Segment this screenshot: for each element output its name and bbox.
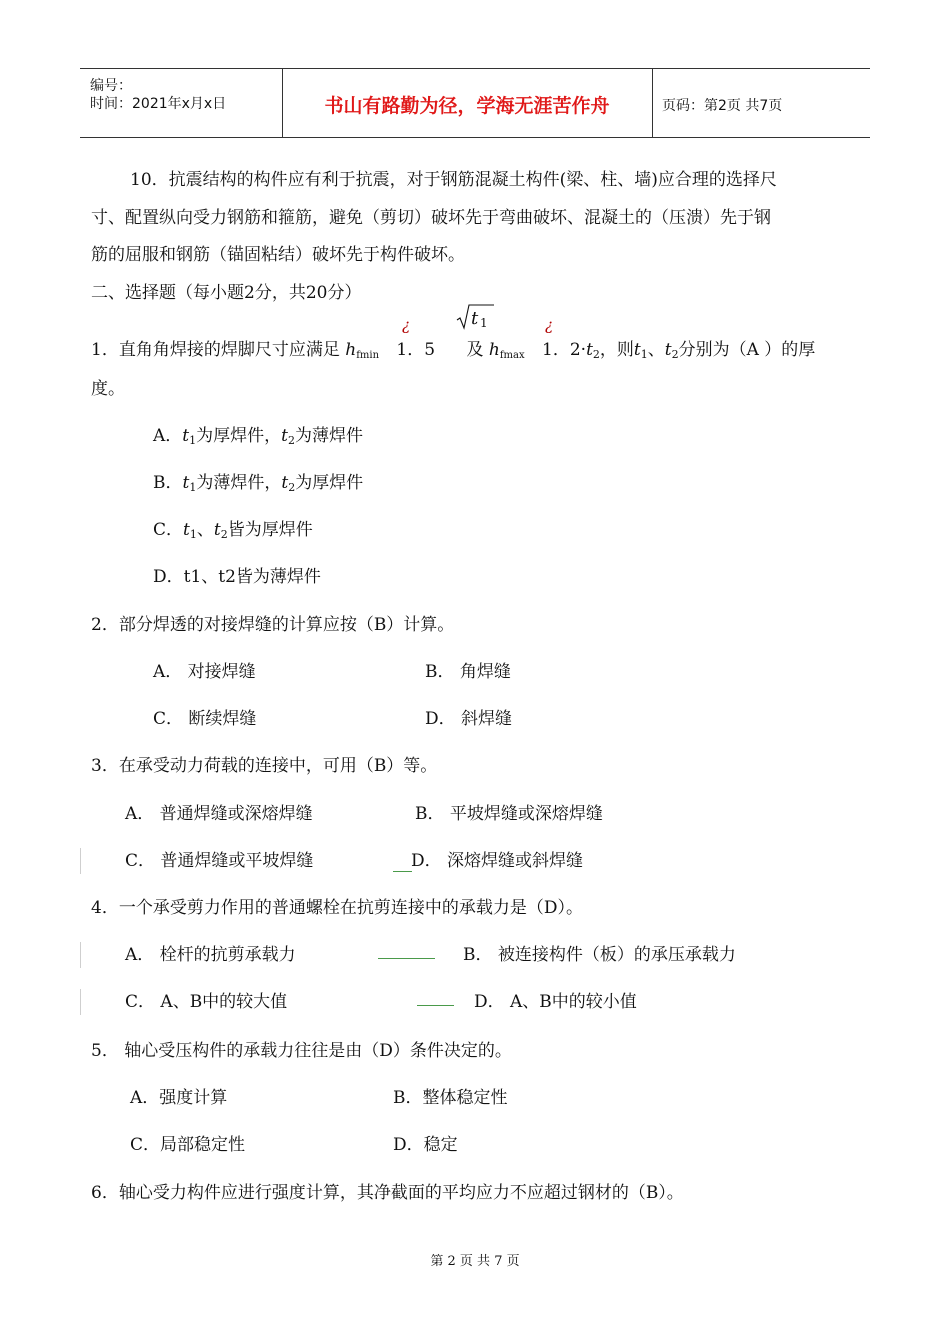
q5-option-c: C．局部稳定性 bbox=[130, 1135, 246, 1155]
q1-opt-a-2: 为薄焊件 bbox=[294, 426, 363, 446]
q1-t1-b: t bbox=[633, 340, 641, 360]
q1-opt-b-t1-sub: 1 bbox=[189, 481, 197, 494]
q1-opt-b-2: 为厚焊件 bbox=[295, 473, 364, 493]
q1-opt-a-t1-sub: 1 bbox=[189, 434, 197, 447]
q3-option-b: B． 平坡焊缝或深熔焊缝 bbox=[415, 804, 603, 824]
q1-opt-c-t2: t bbox=[213, 520, 221, 540]
page-info: 页码：第2页 共7页 bbox=[662, 98, 783, 114]
q1-option-c bbox=[153, 522, 313, 540]
q4-option-c: C． A、B中的较大值 bbox=[125, 992, 288, 1012]
q3-text: 3．在承受动力荷载的连接中，可用（B）等。 bbox=[91, 756, 438, 776]
q1-sqrt-sub: 1 bbox=[480, 316, 488, 330]
q1-opt-b-t2-sub: 2 bbox=[288, 481, 296, 494]
revision-line bbox=[417, 1005, 454, 1006]
q4-text: 4．一个承受剪力作用的普通螺栓在抗剪连接中的承载力是（D）。 bbox=[91, 898, 583, 918]
q1-t1-b-sub: 1 bbox=[640, 348, 648, 361]
q1-option-d: D．t1、t2皆为薄焊件 bbox=[153, 567, 321, 587]
q1-opt-b-1: 为薄焊件， bbox=[196, 473, 282, 493]
q1-opt-b-prefix: B． bbox=[153, 473, 183, 493]
q2-option-b: B． 角焊缝 bbox=[425, 662, 511, 682]
q1-lead: 1．直角角焊接的焊脚尺寸应满足 bbox=[91, 340, 340, 360]
q1-line bbox=[91, 342, 815, 361]
q1-opt-a-t1: t bbox=[182, 426, 190, 446]
q1-option-b bbox=[153, 475, 363, 493]
q1-cont: 度。 bbox=[91, 379, 125, 399]
q1-sqrt-var: t bbox=[471, 308, 479, 329]
q4-option-a: A． 栓杆的抗剪承载力 bbox=[125, 945, 296, 965]
q1-opt-c-t2-sub: 2 bbox=[220, 528, 228, 541]
q1-t2-a: t bbox=[586, 340, 593, 360]
q1-sub-max: fmax bbox=[499, 350, 525, 361]
q1-sep: 、 bbox=[647, 340, 665, 360]
q1-h-max: h bbox=[488, 340, 500, 360]
q1-opt-c-prefix: C． bbox=[153, 520, 184, 540]
q10-line-1: 10．抗震结构的构件应有利于抗震，对于钢筋混凝土构件(梁、柱、墙)应合理的选择尺 bbox=[130, 170, 777, 190]
q2-text: 2．部分焊透的对接焊缝的计算应按（B）计算。 bbox=[91, 615, 455, 635]
q1-opt-c-t1: t bbox=[183, 520, 190, 540]
q10-line-3: 筋的屈服和钢筋（锚固粘结）破坏先于构件破坏。 bbox=[91, 245, 465, 265]
q1-mark-2: ¿ bbox=[545, 316, 554, 334]
header-left-cell bbox=[80, 69, 283, 137]
q1-opt-a-t2: t bbox=[281, 426, 288, 446]
q1-after1: ，则 bbox=[599, 340, 634, 360]
margin-change-bar bbox=[80, 989, 81, 1015]
q1-mid: 及 bbox=[466, 340, 484, 360]
q1-coef-min: 1．5 bbox=[396, 340, 436, 360]
q5-option-b: B．整体稳定性 bbox=[393, 1088, 508, 1108]
q1-opt-c-t1-sub: 1 bbox=[189, 528, 197, 541]
section-2-title: 二、选择题（每小题2分，共20分） bbox=[91, 283, 362, 303]
q1-opt-b-t2: t bbox=[281, 473, 289, 493]
header-right-cell bbox=[652, 69, 870, 137]
q5-option-d: D．稳定 bbox=[393, 1135, 458, 1155]
header-mid-cell bbox=[282, 69, 653, 137]
q2-option-a: A． 对接焊缝 bbox=[153, 662, 256, 682]
page-footer: 第 2 页 共 7 页 bbox=[430, 1254, 520, 1269]
q3-option-d: D． 深熔焊缝或斜焊缝 bbox=[411, 851, 584, 871]
q6-text: 6．轴心受力构件应进行强度计算，其净截面的平均应力不应超过钢材的（B）。 bbox=[91, 1183, 684, 1203]
q5-text: 5． 轴心受压构件的承载力往往是由（D）条件决定的。 bbox=[91, 1041, 512, 1061]
time-label: 时间：2021年x月x日 bbox=[90, 96, 227, 112]
q1-opt-c-2: 皆为厚焊件 bbox=[227, 520, 313, 540]
q1-t2-a-sub: 2 bbox=[592, 348, 600, 361]
margin-change-bar bbox=[80, 848, 81, 874]
q10-line-2: 寸、配置纵向受力钢筋和箍筋，避免（剪切）破坏先于弯曲破坏、混凝土的（压溃）先于钢 bbox=[91, 208, 771, 228]
header-motto: 书山有路勤为径，学海无涯苦作舟 bbox=[324, 95, 610, 117]
q1-after2: 分别为（A ）的厚 bbox=[678, 340, 816, 360]
page-header bbox=[80, 68, 870, 138]
q1-sqrt-expression bbox=[456, 302, 496, 332]
q5-option-a: A．强度计算 bbox=[130, 1088, 228, 1108]
q1-sub-min: fmin bbox=[356, 350, 380, 361]
q1-h-min: h bbox=[345, 340, 357, 360]
q1-opt-c-sep: 、 bbox=[196, 520, 214, 540]
margin-change-bar bbox=[80, 942, 81, 968]
q2-option-d: D． 斜焊缝 bbox=[425, 709, 513, 729]
code-label: 编号： bbox=[90, 78, 132, 94]
q2-option-c: C． 断续焊缝 bbox=[153, 709, 257, 729]
q1-opt-a-1: 为厚焊件， bbox=[196, 426, 282, 446]
q1-coef-max: 1．2· bbox=[542, 340, 587, 360]
revision-underline bbox=[393, 871, 412, 872]
q3-option-c: C． 普通焊缝或平坡焊缝 bbox=[125, 851, 314, 871]
q4-option-b: B． 被连接构件（板）的承压承载力 bbox=[463, 945, 736, 965]
q1-opt-a-prefix: A． bbox=[153, 426, 183, 446]
revision-line bbox=[378, 958, 435, 959]
q1-option-a bbox=[153, 428, 363, 446]
q1-t2-b: t bbox=[664, 340, 672, 360]
q1-opt-b-t1: t bbox=[182, 473, 190, 493]
q4-option-d: D． A、B中的较小值 bbox=[474, 992, 637, 1012]
q1-t2-b-sub: 2 bbox=[671, 348, 679, 361]
q3-option-a: A． 普通焊缝或深熔焊缝 bbox=[125, 804, 313, 824]
q1-opt-a-t2-sub: 2 bbox=[287, 434, 295, 447]
q1-mark-1: ¿ bbox=[402, 316, 411, 334]
